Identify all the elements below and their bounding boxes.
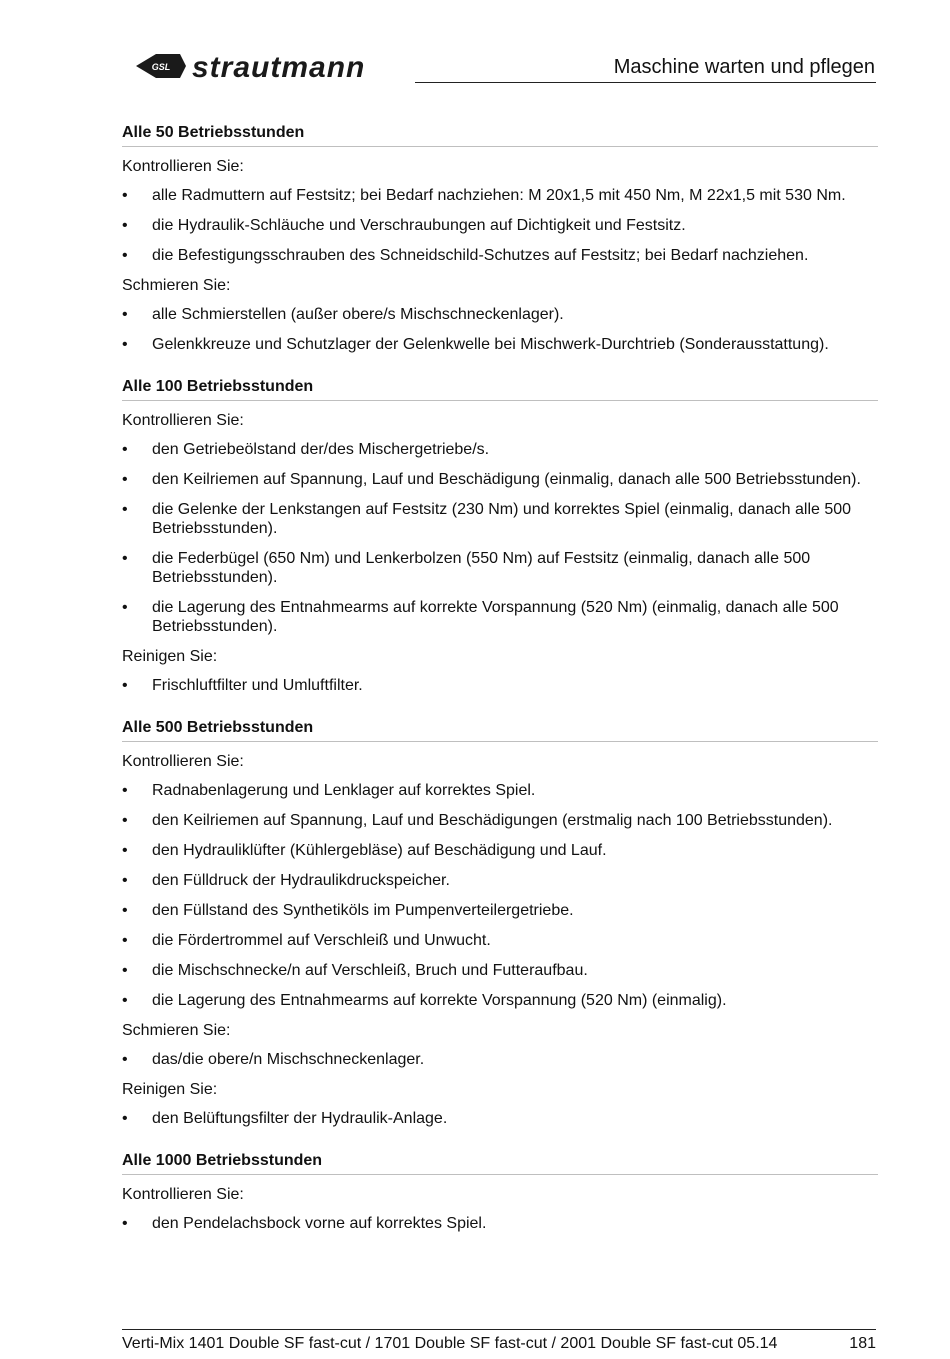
task-list-item — [122, 991, 878, 1010]
bullet-icon: • — [122, 441, 128, 458]
section-heading: Alle 500 Betriebsstunden — [122, 719, 878, 742]
bullet-icon: • — [122, 217, 128, 234]
task-text: die Befestigungsschrauben des Schneidschild-Schutzes auf Festsitz; bei Bedarf nachziehen. — [152, 247, 809, 264]
task-text: die Federbügel (650 Nm) und Lenkerbolzen (550 Nm) auf Festsitz (einmalig, danach alle 500 Betriebsstunden). — [152, 550, 811, 586]
bullet-icon: • — [122, 902, 128, 919]
maintenance-section — [122, 378, 878, 695]
strautmann-logo — [134, 50, 396, 82]
bullet-icon: • — [122, 812, 128, 829]
task-list-item — [122, 841, 878, 860]
page-number: 181 — [849, 1335, 876, 1352]
task-text: den Füllstand des Synthetiköls im Pumpenverteilergetriebe. — [152, 902, 574, 919]
bullet-icon: • — [122, 962, 128, 979]
task-text: Radnabenlagerung und Lenklager auf korrektes Spiel. — [152, 782, 536, 799]
bullet-icon: • — [122, 336, 128, 353]
section-heading: Alle 50 Betriebsstunden — [122, 124, 878, 147]
task-group-label: Kontrollieren Sie: — [122, 753, 244, 770]
bullet-icon: • — [122, 677, 128, 694]
task-list-item — [122, 781, 878, 800]
task-list-item — [122, 335, 878, 354]
task-list-item — [122, 1050, 878, 1069]
task-list — [122, 1214, 878, 1233]
bullet-icon: • — [122, 872, 128, 889]
bullet-icon: • — [122, 1215, 128, 1232]
bullet-icon: • — [122, 932, 128, 949]
task-group-label: Reinigen Sie: — [122, 648, 218, 665]
task-list-item — [122, 470, 878, 489]
task-list — [122, 186, 878, 265]
task-list — [122, 676, 878, 695]
task-text: den Getriebeölstand der/des Mischergetriebe/s. — [152, 441, 490, 458]
task-text: den Pendelachsbock vorne auf korrektes Spiel. — [152, 1215, 487, 1232]
logo-badge-text: GSL — [151, 62, 171, 72]
task-group-label: Kontrollieren Sie: — [122, 1186, 244, 1203]
task-list-item — [122, 1109, 878, 1128]
task-text: die Gelenke der Lenkstangen auf Festsitz (230 Nm) und korrektes Spiel (einmalig, danach alle 500 Betriebsstunden). — [152, 501, 852, 537]
bullet-icon: • — [122, 247, 128, 264]
section-heading: Alle 1000 Betriebsstunden — [122, 1152, 878, 1175]
task-list — [122, 1109, 878, 1128]
task-list-item — [122, 871, 878, 890]
task-group-label: Kontrollieren Sie: — [122, 158, 244, 175]
bullet-icon: • — [122, 1051, 128, 1068]
header-divider — [415, 82, 876, 83]
task-list — [122, 305, 878, 354]
task-text: den Belüftungsfilter der Hydraulik-Anlage. — [152, 1110, 448, 1127]
section-heading: Alle 100 Betriebsstunden — [122, 378, 878, 401]
bullet-icon: • — [122, 1110, 128, 1127]
task-text: die Lagerung des Entnahmearms auf korrekte Vorspannung (520 Nm) (einmalig). — [152, 992, 727, 1009]
task-text: das/die obere/n Mischschneckenlager. — [152, 1051, 425, 1068]
maintenance-section — [122, 124, 878, 354]
task-text: den Hydrauliklüfter (Kühlergebläse) auf Beschädigung und Lauf. — [152, 842, 607, 859]
task-list-item — [122, 931, 878, 950]
task-list-item — [122, 598, 878, 636]
bullet-icon: • — [122, 992, 128, 1009]
task-list-item — [122, 901, 878, 920]
task-list-item — [122, 961, 878, 980]
task-list-item — [122, 305, 878, 324]
bullet-icon: • — [122, 842, 128, 859]
task-text: die Fördertrommel auf Verschleiß und Unwucht. — [152, 932, 491, 949]
task-text: Frischluftfilter und Umluftfilter. — [152, 677, 363, 694]
task-list-item — [122, 216, 878, 235]
task-text: alle Radmuttern auf Festsitz; bei Bedarf nachziehen: M 20x1,5 mit 450 Nm, M 22x1,5 mit 530 Nm. — [152, 187, 846, 204]
task-group-label: Schmieren Sie: — [122, 277, 231, 294]
page-header — [0, 0, 950, 90]
document-body — [122, 124, 878, 1257]
task-list-item — [122, 676, 878, 695]
task-list — [122, 1050, 878, 1069]
logo-graphic — [134, 50, 396, 82]
task-group-label: Kontrollieren Sie: — [122, 412, 244, 429]
task-list-item — [122, 811, 878, 830]
task-text: den Fülldruck der Hydraulikdruckspeicher. — [152, 872, 450, 889]
maintenance-section — [122, 1152, 878, 1233]
task-group-label: Schmieren Sie: — [122, 1022, 231, 1039]
task-text: die Hydraulik-Schläuche und Verschraubungen auf Dichtigkeit und Festsitz. — [152, 217, 686, 234]
footer-model-text: Verti-Mix 1401 Double SF fast-cut / 1701 Double SF fast-cut / 2001 Double SF fast-cut 05.14 — [122, 1335, 778, 1352]
bullet-icon: • — [122, 306, 128, 323]
task-list-item — [122, 246, 878, 265]
bullet-icon: • — [122, 550, 128, 567]
task-text: den Keilriemen auf Spannung, Lauf und Beschädigungen (erstmalig nach 100 Betriebsstunden). — [152, 812, 833, 829]
task-group-label: Reinigen Sie: — [122, 1081, 218, 1098]
task-text: alle Schmierstellen (außer obere/s Mischschneckenlager). — [152, 306, 564, 323]
task-text: den Keilriemen auf Spannung, Lauf und Beschädigung (einmalig, danach alle 500 Betriebsstunden). — [152, 471, 861, 488]
page-section-title: Maschine warten und pflegen — [613, 56, 875, 78]
task-text: die Mischschnecke/n auf Verschleiß, Bruch und Futteraufbau. — [152, 962, 588, 979]
task-list-item — [122, 549, 878, 587]
maintenance-section — [122, 719, 878, 1128]
task-list-item — [122, 186, 878, 205]
footer-divider — [122, 1329, 876, 1330]
task-list — [122, 781, 878, 1010]
bullet-icon: • — [122, 599, 128, 616]
task-text: Gelenkkreuze und Schutzlager der Gelenkwelle bei Mischwerk-Durchtrieb (Sonderausstattung). — [152, 336, 829, 353]
task-text: die Lagerung des Entnahmearms auf korrekte Vorspannung (520 Nm) (einmalig, danach alle 500 Betriebsstunden). — [152, 599, 839, 635]
task-list — [122, 440, 878, 636]
task-list-item — [122, 440, 878, 459]
bullet-icon: • — [122, 471, 128, 488]
task-list-item — [122, 500, 878, 538]
bullet-icon: • — [122, 187, 128, 204]
task-list-item — [122, 1214, 878, 1233]
logo-wordmark: strautmann — [192, 51, 366, 82]
bullet-icon: • — [122, 782, 128, 799]
bullet-icon: • — [122, 501, 128, 518]
